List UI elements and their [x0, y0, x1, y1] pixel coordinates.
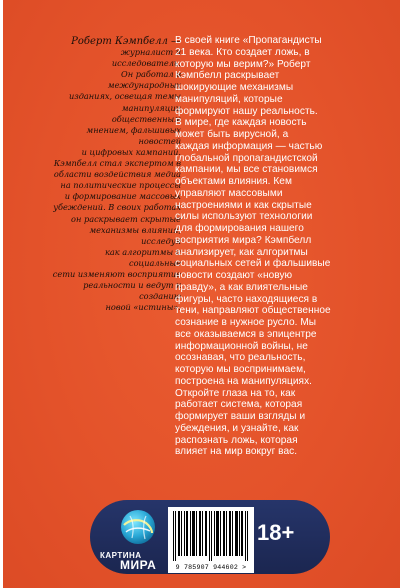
- description-line: кампании, мы все становимся: [175, 164, 318, 176]
- description-line: шокирующие механизмы: [175, 82, 294, 93]
- barcode-number: 9 785907 944602 >: [175, 564, 247, 571]
- description-line: В своей книге «Пропагандисты: [175, 35, 322, 46]
- description-line: для формирования нашего: [175, 223, 304, 234]
- bio-line: механизмы влияния, исследуя: [89, 224, 181, 246]
- bio-line: убеждений. В своих работах: [53, 202, 181, 213]
- bio-line: он раскрывает скрытые: [71, 213, 181, 224]
- description-line: глобальной пропагандистской: [175, 152, 318, 164]
- description-line: убеждения, и узнайте, как: [175, 422, 299, 434]
- description-line: работает система, которая: [175, 399, 303, 411]
- barcode-bars: [173, 511, 249, 561]
- age-rating-badge: 18+: [257, 520, 295, 545]
- author-name: Роберт Кэмпбелл —: [71, 36, 181, 47]
- description-line: построена на манипуляциях.: [175, 375, 313, 387]
- description-line: правду», а как влиятельные: [175, 281, 308, 293]
- bio-line: новой «истины».: [105, 302, 181, 313]
- description-line: объектами влияния. Кем: [175, 176, 292, 187]
- bio-line: журналист и исследователь.: [111, 47, 181, 69]
- description-line: распознать ложь, которая: [175, 434, 298, 446]
- description-line: новости создают «новую: [175, 270, 293, 281]
- description-line: сознание в нужное русло. Мы: [175, 317, 317, 328]
- author-bio: [51, 36, 181, 313]
- description-line: все оказываемся в эпицентре: [175, 328, 317, 340]
- bio-line: сети изменяют восприятие: [52, 268, 181, 279]
- description-line: осознавая, что реальность,: [175, 352, 306, 364]
- bio-line: манипуляции общественным: [111, 102, 181, 124]
- bio-line: области воздействия медиа: [53, 169, 181, 180]
- description-line: каждая информация — частью: [175, 140, 323, 152]
- description-line: информационной войны, не: [175, 340, 308, 352]
- description-line: формируют нашу реальность.: [175, 105, 318, 117]
- description-line: может быть вирусной, а: [175, 129, 289, 140]
- bio-line: как алгоритмы и социальные: [104, 246, 181, 268]
- description-line: Откройте глаза на то, как: [175, 387, 296, 399]
- bio-line: Он работал в международных: [107, 69, 181, 91]
- description-line: которую мы воспринимаем,: [175, 364, 306, 375]
- description-line: влияет на мир вокруг вас.: [175, 446, 298, 458]
- bio-line: на политические процессы: [60, 180, 181, 191]
- description-line: тени, направляют общественное: [175, 305, 331, 317]
- bio-line: мнением, фальшивых новостей: [86, 124, 181, 146]
- description-line: В мире, где каждая новость: [175, 117, 307, 129]
- description-line: настроениями и как скрытые: [175, 199, 312, 211]
- description-line: формирует ваши взгляды и: [175, 411, 306, 422]
- barcode: [168, 507, 254, 573]
- description-line: силы используют технологии: [175, 211, 313, 223]
- description-line: которую мы верим?» Роберт: [175, 58, 311, 70]
- description-line: управляют массовыми: [175, 187, 283, 199]
- description-line: анализирует, как алгоритмы: [175, 246, 308, 258]
- publisher-name-top: КАРТИНА: [100, 551, 142, 560]
- bio-line: и формирование массовых: [64, 191, 181, 202]
- bio-line: изданиях, освещая темы: [68, 91, 181, 102]
- publisher-name-bottom: МИРА: [120, 558, 157, 572]
- description-line: восприятия мира? Кэмпбелл: [175, 234, 312, 246]
- description-line: социальных сетей и фальшивые: [175, 258, 331, 270]
- bio-line: реальности и ведут к созданию: [83, 280, 181, 302]
- description-line: фигуры, часто находящиеся в: [175, 293, 318, 305]
- bio-line: Кэмпбелл стал экспертом в: [53, 158, 181, 169]
- description-line: Кэмпбелл раскрывает: [175, 70, 280, 82]
- description-line: 21 века. Кто создает ложь, в: [175, 46, 310, 58]
- globe-icon: [116, 505, 160, 549]
- description-line: манипуляций, которые: [175, 93, 283, 105]
- book-description: [175, 35, 375, 458]
- bio-line: и цифровых кампаний.: [81, 146, 181, 157]
